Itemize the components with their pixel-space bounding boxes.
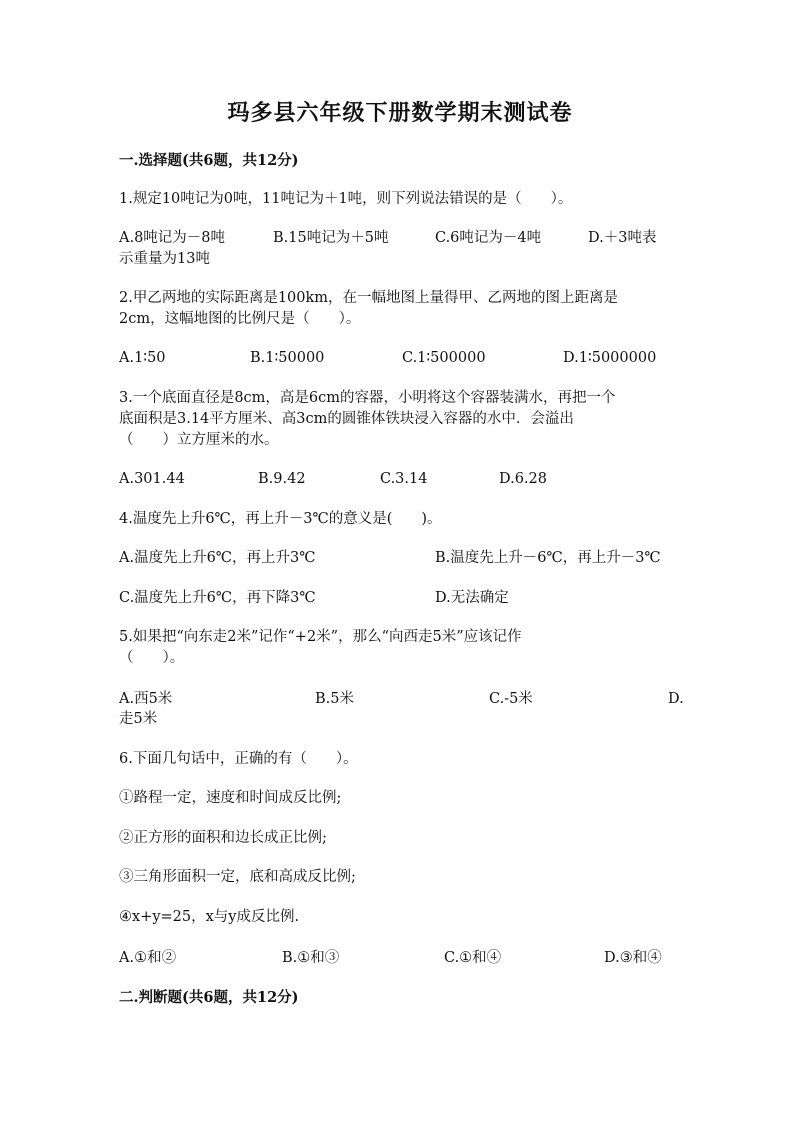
option-c: C.3.14 — [380, 471, 428, 487]
question-stem: 4.温度先上升6℃，再上升－3℃的意义是( )。 — [119, 511, 442, 527]
option-a: A.1∶50 — [119, 350, 166, 366]
option-b: B.温度先上升－6℃，再上升－3℃ — [435, 550, 661, 566]
option-b: B.1∶50000 — [250, 350, 325, 366]
statement-2: ②正方形的面积和边长成正比例; — [119, 830, 327, 846]
option-d-wrap: 走5米 — [119, 711, 158, 727]
section-heading-judgment: 二.判断题(共6题，共12分) — [119, 989, 299, 1006]
statement-1: ①路程一定，速度和时间成反比例; — [119, 790, 342, 806]
statement-3: ③三角形面积一定，底和高成反比例; — [119, 869, 356, 885]
option-d: D.无法确定 — [435, 590, 509, 606]
option-d: D.1∶5000000 — [563, 350, 657, 366]
question-stem-cont: 2cm，这幅地图的比例尺是（ ）。 — [119, 311, 361, 327]
question-stem: 5.如果把“向东走2米”记作“+2米”，那么“向西走5米”应该记作 — [119, 629, 522, 645]
question-stem-cont: （ ）立方厘米的水。 — [119, 432, 279, 448]
question-stem: 6.下面几句话中，正确的有（ ）。 — [119, 751, 358, 767]
option-c: C.温度先上升6℃，再下降3℃ — [119, 590, 316, 606]
question-stem: 2.甲乙两地的实际距离是100km，在一幅地图上量得甲、乙两地的图上距离是 — [119, 290, 619, 306]
question-stem: 3.一个底面直径是8cm，高是6cm的容器，小明将这个容器装满水，再把一个 — [119, 390, 616, 406]
option-a: A.温度先上升6℃，再上升3℃ — [119, 550, 316, 566]
option-a: A.西5米 — [119, 691, 173, 707]
option-c: C.1∶500000 — [402, 350, 486, 366]
option-c: C.①和④ — [444, 950, 502, 966]
option-c: C.6吨记为－4吨 — [435, 230, 542, 246]
option-d: D. — [668, 691, 684, 707]
question-stem: 1.规定10吨记为0吨，11吨记为＋1吨，则下列说法错误的是（ ）。 — [119, 191, 573, 207]
statement-4: ④x+y=25，x与y成反比例. — [119, 909, 300, 925]
option-c: C.-5米 — [489, 691, 533, 707]
option-b: B.9.42 — [258, 471, 306, 487]
option-d: D.＋3吨表 — [588, 230, 657, 246]
option-a: A.301.44 — [119, 471, 185, 487]
option-b: B.5米 — [315, 691, 354, 707]
question-stem-cont: 底面积是3.14平方厘米、高3cm的圆锥体铁块浸入容器的水中．会溢出 — [119, 411, 574, 427]
option-b: B.15吨记为＋5吨 — [273, 230, 389, 246]
option-a: A.8吨记为－8吨 — [119, 230, 226, 246]
section-heading-choice: 一.选择题(共6题，共12分) — [119, 152, 299, 169]
question-stem-cont: （ ）。 — [119, 650, 185, 666]
option-d-wrap: 示重量为13吨 — [119, 251, 210, 267]
option-d: D.③和④ — [604, 950, 662, 966]
option-a: A.①和② — [119, 950, 177, 966]
page-title: 玛多县六年级下册数学期末测试卷 — [227, 100, 573, 126]
option-d: D.6.28 — [499, 471, 548, 487]
option-b: B.①和③ — [282, 950, 340, 966]
